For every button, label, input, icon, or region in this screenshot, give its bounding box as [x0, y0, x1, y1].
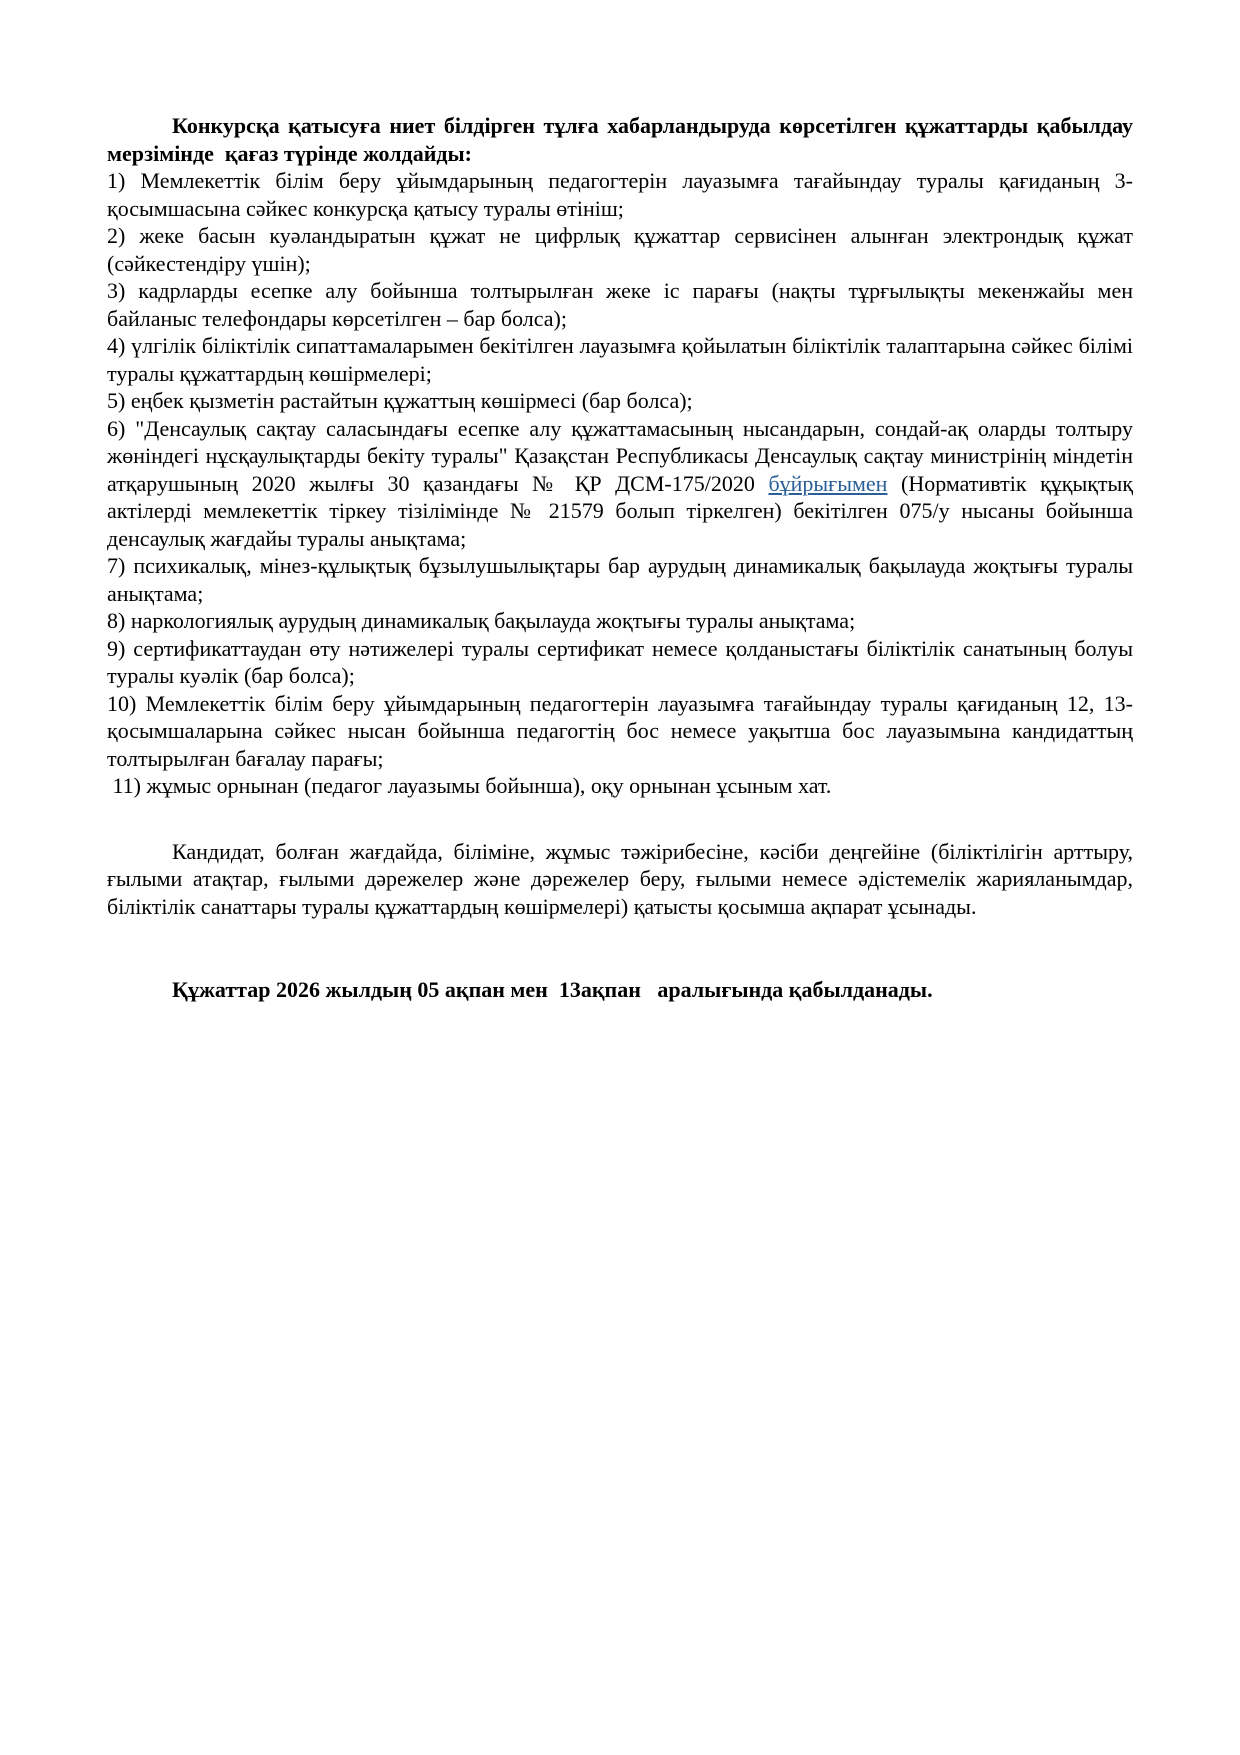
list-item-5: 5) еңбек қызметін растайтын құжаттың көшірмесі (бар болса);: [107, 388, 693, 413]
list-item-7: 7) психикалық, мінез-құлықтық бұзылушылықтары бар аурудың динамикалық бақылауда жоқтығы туралы анықтама;: [107, 553, 1139, 606]
list-item-11: 11) жұмыс орнынан (педагог лауазымы бойынша), оқу орнынан ұсыным хат.: [107, 773, 832, 798]
list-item-6-text-after-link: (Нормативтік құқықтық актілерді мемлекеттік тіркеу тізілімінде № 21579 болып тіркелген) бекітілген 075/у нысаны бойынша денсаулық жағдайы туралы анықтама;: [107, 470, 1139, 551]
list-item-6-text-before-link: 6) "Денсаулық сақтау саласындағы есепке алу құжаттамасының нысандарын, сондай-ақ оларды толтыру жөніндегі нұсқаулықтарды бекіту туралы" Қазақстан Республикасы Денсаулық сақтау министрінің міндетін атқарушының 2020 жылғы 30 қазандағы № ҚР ДСМ-175/2020: [107, 415, 1139, 496]
order-hyperlink[interactable]: бұйрығымен: [768, 470, 888, 496]
paragraph-closing-date: Құжаттар 2026 жылдың 05 ақпан мен 13ақпан аралығында қабылданады.: [172, 977, 933, 1002]
paragraph-intro: Конкурсқа қатысуға ниет білдірген тұлға хабарландыруда көрсетілген құжаттарды қабылдау мерзімінде қағаз түрінде жолдайды:: [107, 113, 1139, 166]
paragraph-candidate: Кандидат, болған жағдайда, біліміне, жұмыс тәжірибесіне, кәсіби деңгейіне (біліктілігін арттыру, ғылыми атақтар, ғылыми дәрежелер және дәрежелер беру, ғылыми немесе әдістемелік жарияланымдар, біліктілік санаттары туралы құжаттардың көшірмелері) қатысты қосымша ақпарат ұсынады.: [107, 838, 1139, 919]
list-item-8: 8) наркологиялық аурудың динамикалық бақылауда жоқтығы туралы анықтама;: [107, 608, 856, 633]
list-item-6: [107, 415, 1139, 553]
list-item-4: 4) үлгілік біліктілік сипаттамаларымен бекітілген лауазымға қойылатын біліктілік талаптарына сәйкес білімі туралы құжаттардың көшірмелері;: [107, 333, 1139, 386]
list-item-9: 9) сертификаттаудан өту нәтижелері туралы сертификат немесе қолданыстағы біліктілік санатының болуы туралы куәлік (бар болса);: [107, 635, 1139, 688]
list-item-1: 1) Мемлекеттік білім беру ұйымдарының педагогтерін лауазымға тағайындау туралы қағиданың 3-қосымшасына сәйкес конкурсқа қатысу туралы өтініш;: [107, 168, 1133, 221]
list-item-2: 2) жеке басын куәландыратын құжат не цифрлық құжаттар сервисінен алынған электрондық құжат (сәйкестендіру үшін);: [107, 223, 1139, 276]
list-item-10: 10) Мемлекеттік білім беру ұйымдарының педагогтерін лауазымға тағайындау туралы қағиданың 12, 13-қосымшаларына сәйкес нысан бойынша педагогтің бос немесе уақытша бос лауазымына кандидаттың толтырылған бағалау парағы;: [107, 690, 1139, 771]
list-item-3: 3) кадрларды есепке алу бойынша толтырылған жеке іс парағы (нақты тұрғылықты мекенжайы мен байланыс телефондары көрсетілген – бар болса);: [107, 278, 1139, 331]
